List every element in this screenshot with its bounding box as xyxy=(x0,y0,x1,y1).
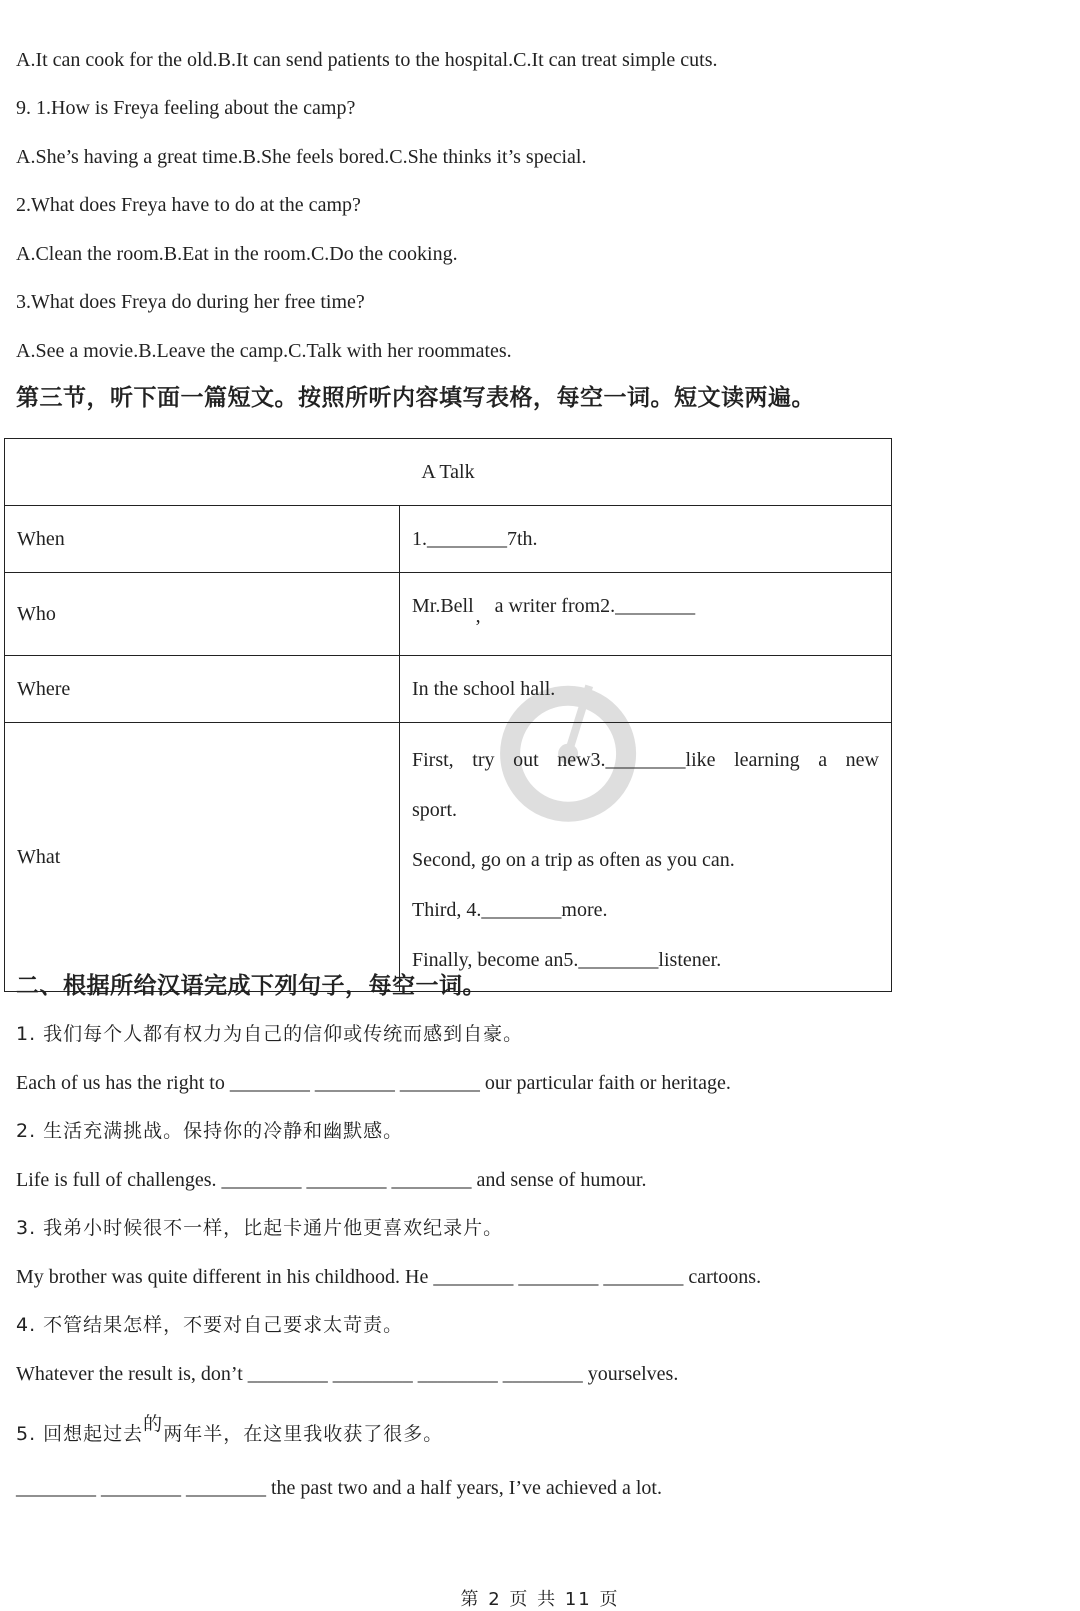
q9-question-3: 3.What does Freya do during her free time? xyxy=(16,291,365,313)
where-label: Where xyxy=(5,656,400,723)
what-line-5: Finally, become an5.________listener. xyxy=(412,949,722,971)
sentence-1-english: Each of us has the right to ________ ________ ________ our particular faith or heritage. xyxy=(16,1072,731,1094)
who-label: Who xyxy=(5,573,400,656)
what-blank-3: new3.________like xyxy=(557,749,716,771)
sentence-4-english: Whatever the result is, don’t ________ ________ ________ ________ yourselves. xyxy=(16,1363,679,1385)
q9-question-2: 2.What does Freya have to do at the camp? xyxy=(16,194,361,216)
who-line xyxy=(412,594,879,627)
what-word: learning xyxy=(734,749,800,771)
who-origin: a writer from2.________ xyxy=(494,594,696,617)
sentence-2-english: Life is full of challenges. ________ ________ ________ and sense of humour. xyxy=(16,1169,647,1191)
who-value xyxy=(400,573,892,656)
what-word: out xyxy=(513,749,539,771)
sentence-2-chinese: 2. 生活充满挑战。保持你的冷静和幽默感。 xyxy=(16,1120,404,1142)
q9-question-1: 9. 1.How is Freya feeling about the camp? xyxy=(16,97,356,119)
what-word: new xyxy=(845,749,879,771)
table-title: A Talk xyxy=(5,439,892,506)
sentence-5-chinese-inserted: 的 xyxy=(143,1413,164,1435)
what-word: try xyxy=(472,749,495,771)
sentence-3-chinese: 3. 我弟小时候很不一样，比起卡通片他更喜欢纪录片。 xyxy=(16,1217,504,1239)
what-label: What xyxy=(5,723,400,992)
q8-options: A.It can cook for the old.B.It can send patients to the hospital.C.It can treat simple cuts. xyxy=(16,49,718,71)
what-line-1 xyxy=(412,735,879,785)
what-value xyxy=(400,723,892,992)
part2-heading: 二、根据所给汉语完成下列句子，每空一词。 xyxy=(16,973,486,999)
table-row xyxy=(5,573,892,656)
q9-options-2: A.Clean the room.B.Eat in the room.C.Do the cooking. xyxy=(16,243,458,265)
what-line-2: sport. xyxy=(412,799,457,821)
table-row xyxy=(5,656,892,723)
table-row xyxy=(5,439,892,506)
sentence-1-chinese: 1. 我们每个人都有权力为自己的信仰或传统而感到自豪。 xyxy=(16,1023,524,1045)
where-value: In the school hall. xyxy=(400,656,892,723)
when-value: 1.________7th. xyxy=(400,506,892,573)
sentence-5-chinese xyxy=(16,1413,444,1446)
talk-table xyxy=(4,438,892,992)
sentence-5-chinese-part-b: 两年半，在这里我收获了很多。 xyxy=(163,1423,444,1445)
who-name: Mr.Bell xyxy=(412,594,474,617)
table-row xyxy=(5,723,892,992)
what-line-4: Third, 4.________more. xyxy=(412,899,608,921)
sentence-5-chinese-part-a: 5. 回想起过去 xyxy=(16,1423,144,1445)
sentence-5-english: ________ ________ ________ the past two and a half years, I’ve achieved a lot. xyxy=(16,1477,662,1499)
who-comma: , xyxy=(475,604,481,627)
what-word: a xyxy=(818,749,828,771)
what-word: First, xyxy=(412,749,454,771)
when-label: When xyxy=(5,506,400,573)
what-line-3: Second, go on a trip as often as you can. xyxy=(412,849,735,871)
section3-heading: 第三节，听下面一篇短文。按照所听内容填写表格，每空一词。短文读两遍。 xyxy=(16,385,815,411)
page-footer: 第 2 页 共 11 页 xyxy=(460,1589,620,1610)
table-row xyxy=(5,506,892,573)
sentence-3-english: My brother was quite different in his childhood. He ________ ________ ________ cartoons. xyxy=(16,1266,762,1288)
sentence-4-chinese: 4. 不管结果怎样，不要对自己要求太苛责。 xyxy=(16,1314,404,1336)
q9-options-3: A.See a movie.B.Leave the camp.C.Talk with her roommates. xyxy=(16,340,512,362)
q9-options-1: A.She’s having a great time.B.She feels bored.C.She thinks it’s special. xyxy=(16,146,587,168)
